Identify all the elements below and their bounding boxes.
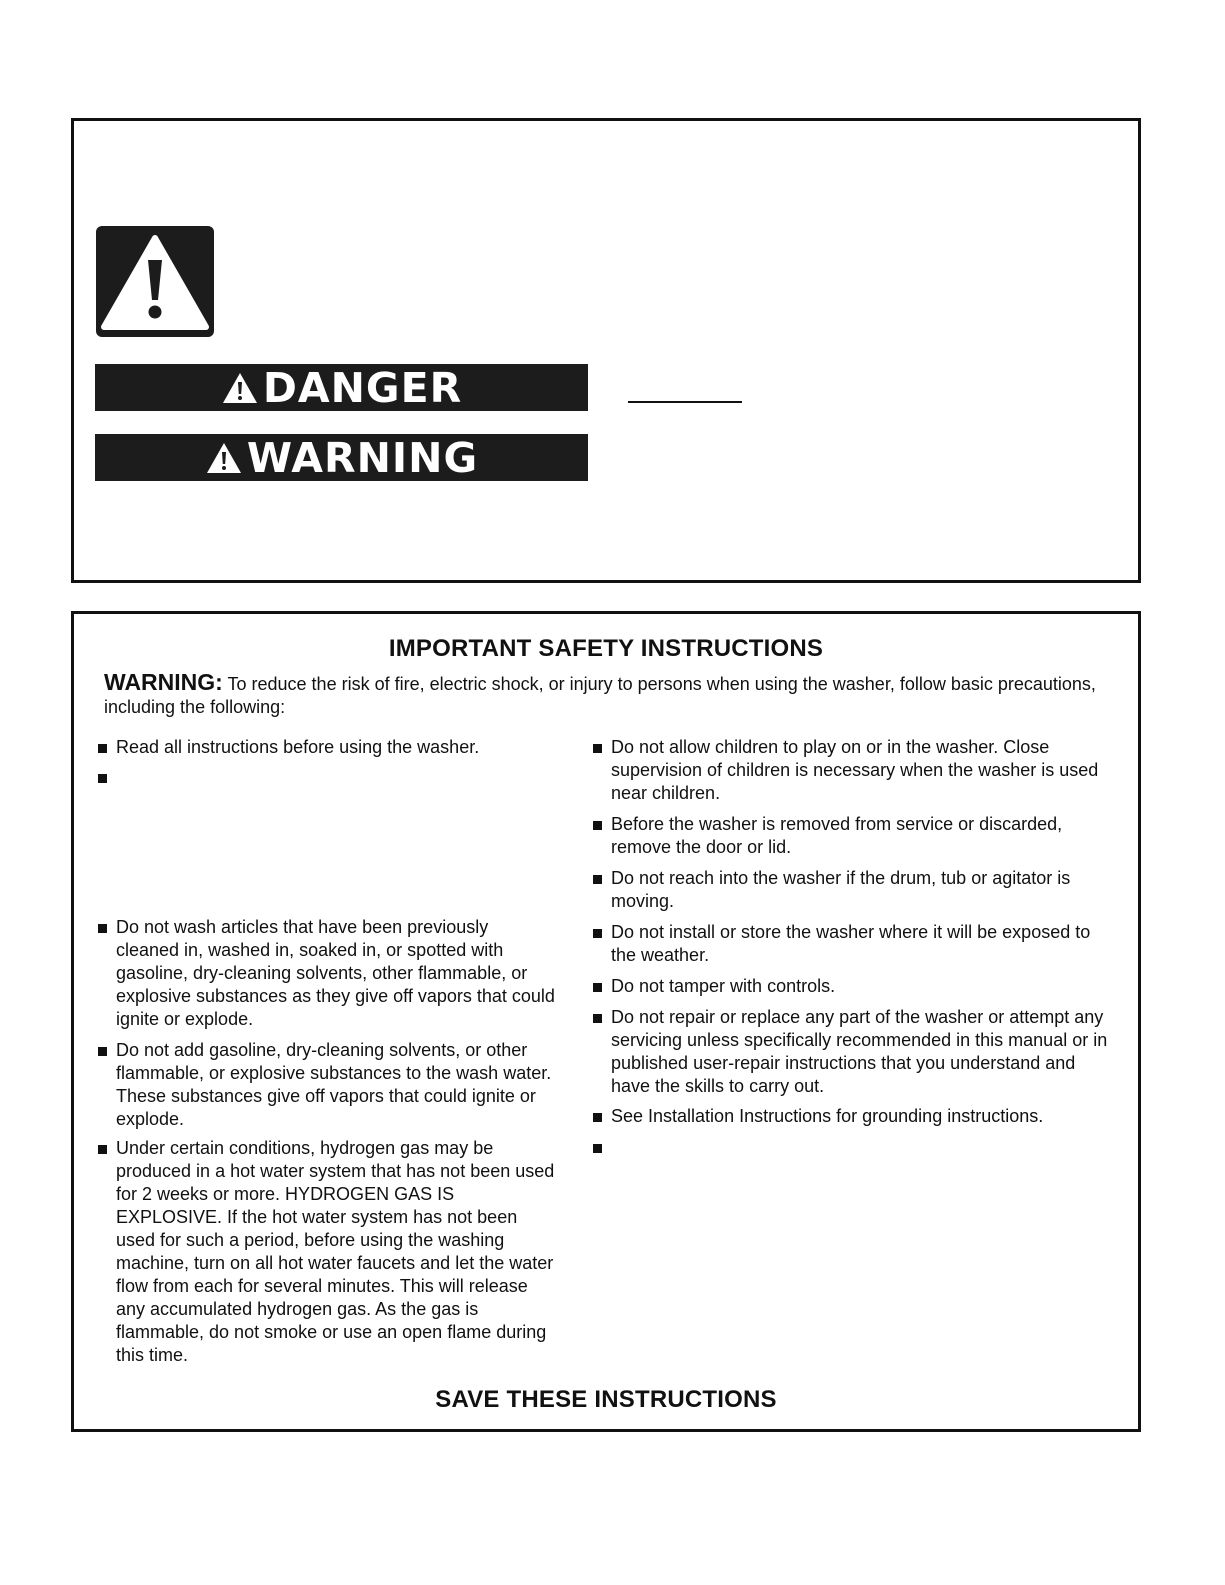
bullet-square-icon xyxy=(593,744,602,753)
instruction-text: Read all instructions before using the washer. xyxy=(116,737,480,757)
instruction-text: Do not install or store the washer where it will be exposed to the weather. xyxy=(611,922,1091,965)
bullet-square-icon xyxy=(98,1047,107,1056)
instruction-text: Under certain conditions, hydrogen gas may be produced in a hot water system that has not been used for 2 weeks or more. HYDROGEN GAS IS EXPLOSIVE. If the hot water system has not been used for such a period, before using the washing machine, turn on all hot water faucets and let the water flow from each for several minutes. This will release any accumulated hydrogen gas. As the gas is flammable, do not smoke or use an open flame during this time. xyxy=(116,1138,555,1365)
bullet-square-icon xyxy=(593,1014,602,1023)
save-instructions-footer: SAVE THESE INSTRUCTIONS xyxy=(435,1386,777,1413)
bullet-square-icon xyxy=(593,1144,602,1153)
danger-triangle-icon xyxy=(221,371,259,405)
warning-triangle-icon xyxy=(96,226,214,337)
instructions-title: IMPORTANT SAFETY INSTRUCTIONS xyxy=(388,635,824,662)
instruction-text: Do not tamper with controls. xyxy=(611,976,836,996)
warning-intro xyxy=(104,671,1104,719)
instruction-text: See Installation Instructions for grounding instructions. xyxy=(611,1106,1044,1126)
bullet-square-icon xyxy=(593,875,602,884)
bullet-square-icon xyxy=(98,924,107,933)
warning-signal-bar xyxy=(95,434,588,481)
bullet-square-icon xyxy=(593,929,602,938)
bullet-square-icon xyxy=(98,744,107,753)
safety-alert-panel xyxy=(71,118,1141,583)
instruction-text: Before the washer is removed from service or discarded, remove the door or lid. xyxy=(611,814,1063,857)
bullet-square-icon xyxy=(593,821,602,830)
warning-intro-text: To reduce the risk of fire, electric shock, or injury to persons when using the washer, follow basic precautions, including the following: xyxy=(104,674,1096,717)
underline-rule xyxy=(628,401,742,403)
instruction-text: Do not repair or replace any part of the washer or attempt any servicing unless specifically recommended in this manual or in published user-repair instructions that you understand and have the skills to carry out. xyxy=(611,1007,1108,1096)
instruction-text: Do not add gasoline, dry-cleaning solvents, or other flammable, or explosive substances to the wash water. These substances give off vapors that could ignite or explode. xyxy=(116,1040,552,1129)
danger-signal-bar xyxy=(95,364,588,411)
bullet-square-icon xyxy=(593,1113,602,1122)
danger-label: DANGER xyxy=(262,363,463,412)
warning-word: WARNING: xyxy=(104,669,223,695)
bullet-square-icon xyxy=(98,1145,107,1154)
instruction-text: Do not allow children to play on or in the washer. Close supervision of children is necessary when the washer is used near children. xyxy=(611,737,1099,803)
warning-label: WARNING xyxy=(246,433,479,482)
warning-triangle-small-icon xyxy=(205,441,243,475)
bullet-square-icon xyxy=(98,774,107,783)
instruction-text: Do not reach into the washer if the drum, tub or agitator is moving. xyxy=(611,868,1071,911)
instruction-text: Do not wash articles that have been previously cleaned in, washed in, soaked in, or spotted with gasoline, dry-cleaning solvents, other flammable, or explosive substances as they give off vapors that could ignite or explode. xyxy=(116,917,555,1029)
bullet-square-icon xyxy=(593,983,602,992)
